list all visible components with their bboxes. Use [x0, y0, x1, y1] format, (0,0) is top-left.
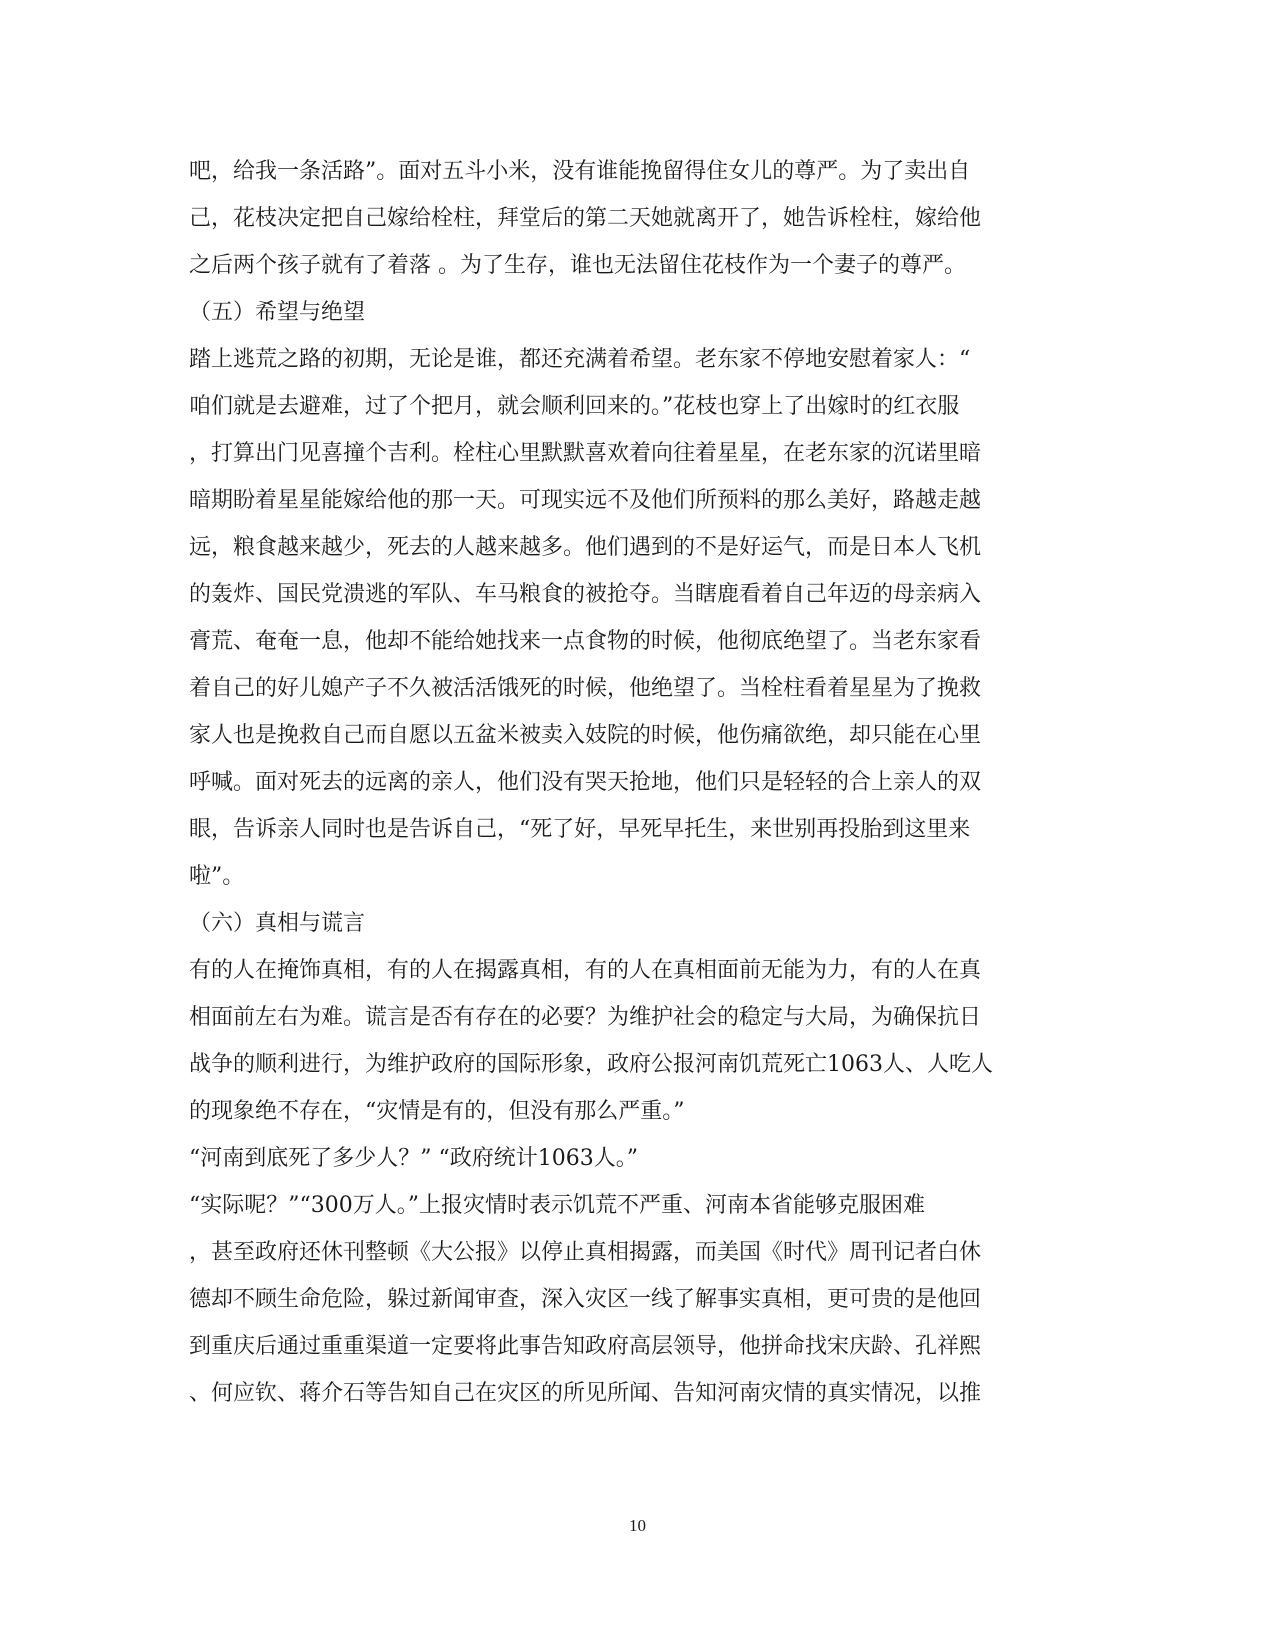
text-line: 到重庆后通过重重渠道一定要将此事告知政府高层领导，他拼命找宋庆龄、孔祥熙 — [189, 1334, 982, 1359]
text-line: 家人也是挽救自己而自愿以五盆米被卖入妓院的时候，他伤痛欲绝，却只能在心里 — [189, 723, 982, 748]
text-line: 德却不顾生命危险，躲过新闻审查，深入灾区一线了解事实真相，更可贵的是他回 — [189, 1287, 982, 1312]
text-line: “实际呢？”“300万人。”上报灾情时表示饥荒不严重、河南本省能够克服困难 — [189, 1193, 925, 1218]
text-line: 之后两个孩子就有了着落 。为了生存，谁也无法留住花枝作为一个妻子的尊严。 — [189, 253, 966, 278]
document-body — [189, 148, 1089, 1417]
text-line: 战争的顺利进行，为维护政府的国际形象，政府公报河南饥荒死亡1063人、人吃人 — [189, 1052, 993, 1077]
page-number: 10 — [629, 1516, 646, 1535]
text-line: 相面前左右为难。谎言是否有存在的必要？为维护社会的稳定与大局，为确保抗日 — [189, 1005, 982, 1030]
text-line: 的轰炸、国民党溃逃的军队、车马粮食的被抢夺。当瞎鹿看着自己年迈的母亲病入 — [189, 582, 982, 607]
text-line: 膏荒、奄奄一息，他却不能给她找来一点食物的时候，他彻底绝望了。当老东家看 — [189, 629, 982, 654]
text-line: 有的人在掩饰真相，有的人在揭露真相，有的人在真相面前无能为力，有的人在真 — [189, 958, 982, 983]
text-line: 暗期盼着星星能嫁给他的那一天。可现实远不及他们所预料的那么美好，路越走越 — [189, 488, 982, 513]
section-heading: （六）真相与谎言 — [189, 911, 366, 936]
text-line: 、何应钦、蒋介石等告知自己在灾区的所见所闻、告知河南灾情的真实情况，以推 — [189, 1381, 982, 1406]
section-heading: （五）希望与绝望 — [189, 300, 366, 325]
text-line: “河南到底死了多少人？” “政府统计1063人。” — [189, 1146, 638, 1171]
text-line: ，甚至政府还休刊整顿《大公报》以停止真相揭露，而美国《时代》周刊记者白休 — [189, 1240, 982, 1265]
text-line: 远，粮食越来越少，死去的人越来越多。他们遇到的不是好运气，而是日本人飞机 — [189, 535, 982, 560]
text-line: 咱们就是去避难，过了个把月，就会顺利回来的。”花枝也穿上了出嫁时的红衣服 — [189, 394, 960, 419]
text-line: 眼，告诉亲人同时也是告诉自己，“死了好，早死早托生，来世别再投胎到这里来 — [189, 817, 971, 842]
text-line: 呼喊。面对死去的远离的亲人，他们没有哭天抢地，他们只是轻轻的合上亲人的双 — [189, 770, 982, 795]
text-line: 啦”。 — [189, 864, 245, 889]
text-line: 着自己的好儿媳产子不久被活活饿死的时候，他绝望了。当栓柱看着星星为了挽救 — [189, 676, 982, 701]
text-line: 踏上逃荒之路的初期，无论是谁，都还充满着希望。老东家不停地安慰着家人：“ — [189, 347, 971, 372]
text-line: 吧，给我一条活路”。面对五斗小米，没有谁能挽留得住女儿的尊严。为了卖出自 — [189, 159, 971, 184]
text-line: ，打算出门见喜撞个吉利。栓柱心里默默喜欢着向往着星星，在老东家的沉诺里暗 — [189, 441, 982, 466]
text-line: 的现象绝不存在，“灾情是有的，但没有那么严重。” — [189, 1099, 685, 1124]
text-line: 己，花枝决定把自己嫁给栓柱，拜堂后的第二天她就离开了，她告诉栓柱，嫁给他 — [189, 206, 982, 231]
